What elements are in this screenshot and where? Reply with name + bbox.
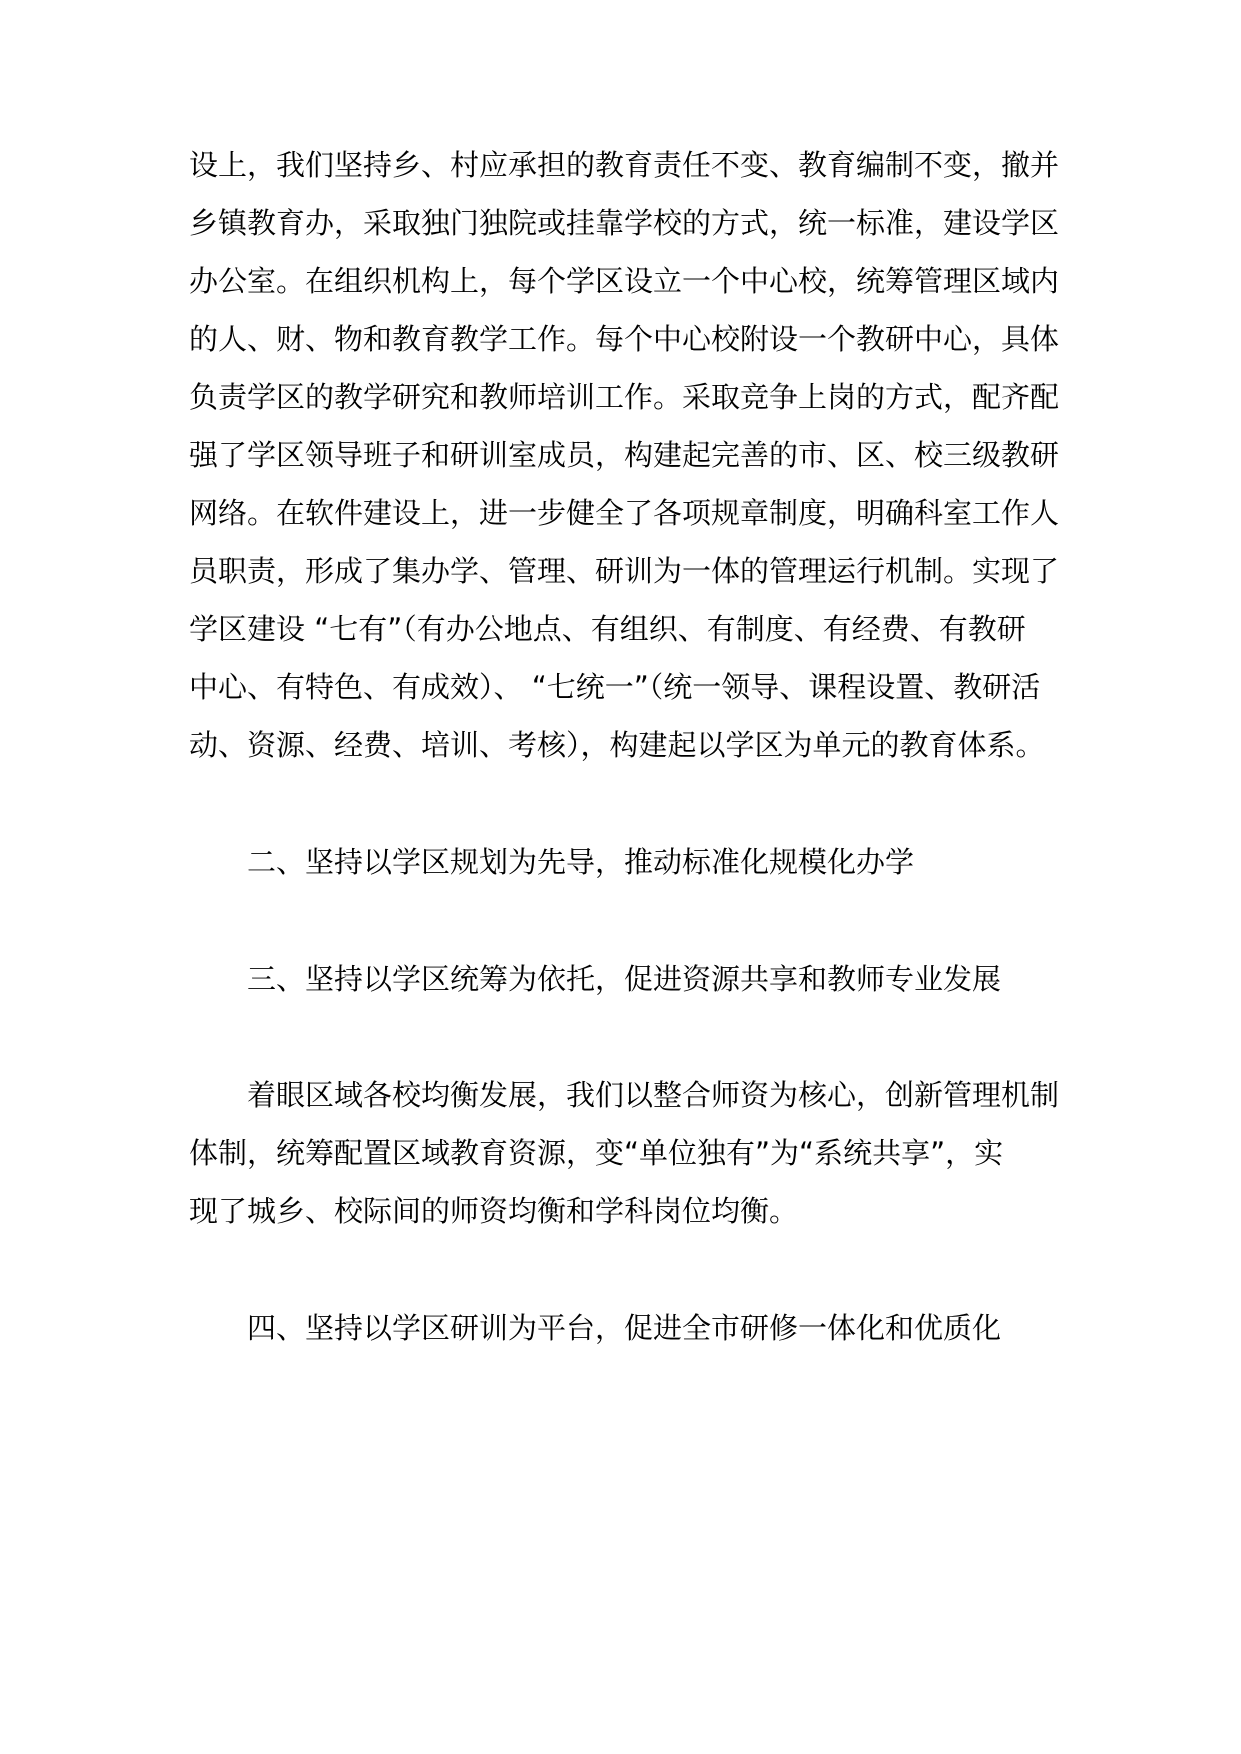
paragraph-line: 办公室。在组织机构上，每个学区设立一个中心校，统筹管理区域内	[189, 264, 1060, 298]
paragraph-line: 的人、财、物和教育教学工作。每个中心校附设一个教研中心，具体	[189, 322, 1060, 356]
paragraph-line: 中心、有特色、有成效）、 “七统一”（统一领导、课程设置、教研活	[189, 670, 1041, 704]
paragraph-line: 乡镇教育办，采取独门独院或挂靠学校的方式，统一标准，建设学区	[189, 206, 1060, 240]
paragraph-line: 着眼区域各校均衡发展，我们以整合师资为核心，创新管理机制	[247, 1078, 1060, 1112]
section-heading-2: 二、坚持以学区规划为先导，推动标准化规模化办学	[247, 845, 915, 879]
paragraph-line: 动、资源、经费、培训、考核），构建起以学区为单元的教育体系。	[189, 728, 1045, 762]
paragraph-line: 体制，统筹配置区域教育资源，变“单位独有”为“系统共享”，实	[189, 1136, 1004, 1170]
paragraph-line: 学区建设 “七有”（有办公地点、有组织、有制度、有经费、有教研	[189, 612, 1026, 646]
paragraph-line: 员职责，形成了集办学、管理、研训为一体的管理运行机制。实现了	[189, 554, 1060, 588]
paragraph-line: 现了城乡、校际间的师资均衡和学科岗位均衡。	[189, 1194, 799, 1228]
section-heading-3: 三、坚持以学区统筹为依托，促进资源共享和教师专业发展	[247, 962, 1002, 996]
paragraph-line: 负责学区的教学研究和教师培训工作。采取竞争上岗的方式，配齐配	[189, 380, 1060, 414]
paragraph-line: 网络。在软件建设上，进一步健全了各项规章制度，明确科室工作人	[189, 496, 1060, 530]
section-heading-4: 四、坚持以学区研训为平台，促进全市研修一体化和优质化	[247, 1311, 1002, 1345]
paragraph-line: 强了学区领导班子和研训室成员，构建起完善的市、区、校三级教研	[189, 438, 1060, 472]
paragraph-line: 设上，我们坚持乡、村应承担的教育责任不变、教育编制不变，撤并	[189, 148, 1060, 182]
